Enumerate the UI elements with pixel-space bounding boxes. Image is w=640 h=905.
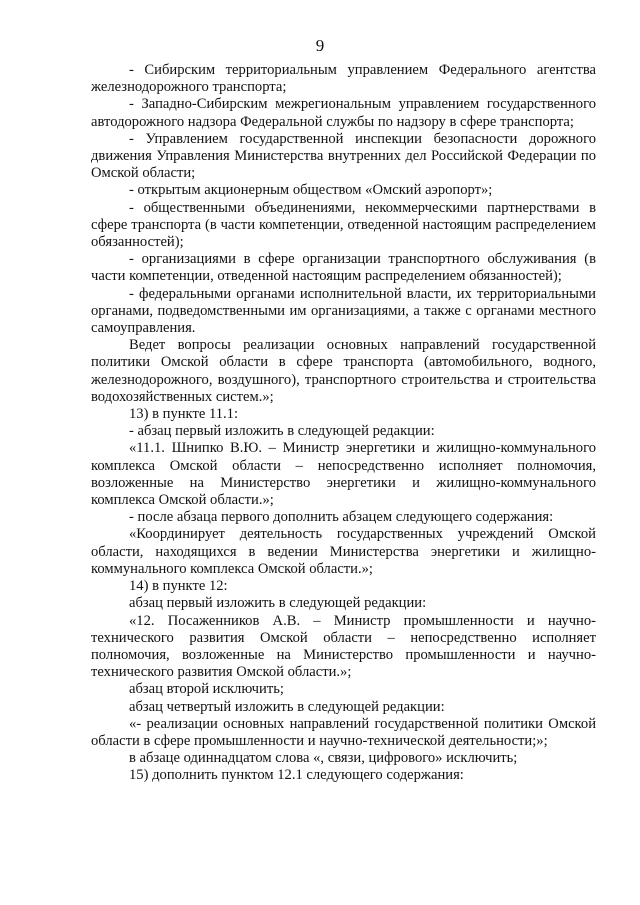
paragraph-second-paragraph-remove: абзац второй исключить;: [129, 681, 284, 698]
paragraph-item-13: 13) в пункте 11.1:: [129, 406, 239, 423]
paragraph-eleventh-paragraph-edit: в абзаце одиннадцатом слова «, связи, цифрового» исключить;: [129, 750, 518, 767]
paragraph-traffic-safety-inspection: - Управлением государственной инспекции безопасности дорожного движения Управления Министерства внутренних дел Российской Федерации по Омской области;: [91, 130, 596, 182]
paragraph-omsk-airport: - открытым акционерным обществом «Омский аэропорт»;: [129, 182, 493, 199]
paragraph-item-15: 15) дополнить пунктом 12.1 следующего содержания:: [129, 767, 464, 784]
paragraph-west-siberian-road-supervision: - Западно-Сибирским межрегиональным управлением государственного автодорожного надзора Федеральной службы по надзору в сфере транспорта;: [91, 96, 596, 130]
paragraph-federal-bodies: - федеральными органами исполнительной власти, их территориальными органами, подведомственными им организациями, а также с органами местного самоуправления.: [91, 285, 596, 337]
paragraph-minister-energy: «11.1. Шнипко В.Ю. – Министр энергетики и жилищно-коммунального комплекса Омской области – непосредственно исполняет полномочия, возложенные на Министерство энергетики и жилищно-коммунального комплекса Омской области.»;: [91, 440, 596, 509]
document-body: [91, 62, 596, 785]
page-number: 9: [315, 36, 325, 55]
paragraph-transport-organizations: - организациями в сфере организации транспортного обслуживания (в части компетенции, отведенной настоящим распределением обязанностей);: [91, 251, 596, 285]
paragraph-industry-policy: «- реализации основных направлений государственной политики Омской области в сфере промышленности и научно-технической деятельности;»;: [91, 715, 596, 749]
paragraph-minister-industry: «12. Посаженников А.В. – Министр промышленности и научно-технического развития Омской области – непосредственно исполняет полномочия, возложенные на Министерство промышленности и научно-технического развития Омской области.»;: [91, 612, 596, 681]
paragraph-siberian-railway-agency: - Сибирским территориальным управлением Федерального агентства железнодорожного транспорта;: [91, 62, 596, 96]
paragraph-public-associations: - общественными объединениями, некоммерческими партнерствами в сфере транспорта (в части компетенции, отведенной настоящим распределением обязанностей);: [91, 199, 596, 251]
paragraph-first-paragraph-edit-14: абзац первый изложить в следующей редакции:: [129, 595, 427, 612]
paragraph-fourth-paragraph-edit: абзац четвертый изложить в следующей редакции:: [129, 698, 445, 715]
paragraph-after-first-paragraph: - после абзаца первого дополнить абзацем следующего содержания:: [129, 509, 554, 526]
paragraph-item-14: 14) в пункте 12:: [129, 578, 228, 595]
paragraph-coordinates-institutions: «Координирует деятельность государственных учреждений Омской области, находящихся в ведении Министерства энергетики и жилищно-коммунального комплекса Омской области.»;: [91, 526, 596, 577]
paragraph-first-paragraph-edit-13: - абзац первый изложить в следующей редакции:: [129, 423, 435, 440]
paragraph-transport-policy: Ведет вопросы реализации основных направлений государственной политики Омской области в сфере транспорта (автомобильного, водного, железнодорожного, воздушного), транспортного строительства и строительства водохозяйственных систем.»;: [91, 337, 596, 405]
